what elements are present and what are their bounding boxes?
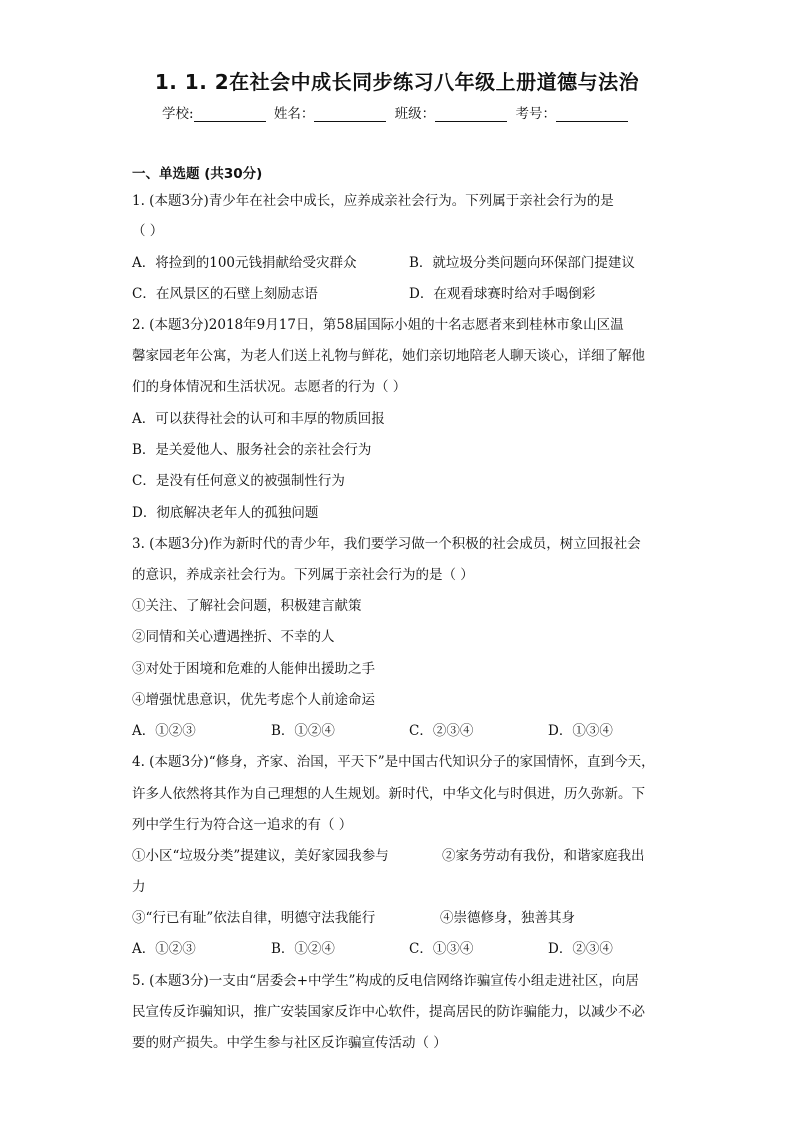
q5-line-3: 要的财产损失。中学生参与社区反诈骗宣传活动（ ）: [132, 1035, 447, 1051]
q2-option-b[interactable]: B．是关爱他人、服务社会的亲社会行为: [132, 442, 372, 458]
q1-option-b[interactable]: B．就垃圾分类问题向环保部门提建议: [409, 255, 635, 271]
q4-option-b[interactable]: B．①②④: [271, 941, 335, 957]
q3-statement-3: ③对处于困境和危难的人能伸出援助之手: [132, 661, 375, 677]
q4-line-1: 4. (本题3分)“修身，齐家、治国，平天下”是中国古代知识分子的家国情怀，直到今天，: [132, 754, 655, 770]
q5-line-1: 5. (本题3分)一支由“居委会+中学生”构成的反电信网络诈骗宣传小组走进社区，向居: [132, 973, 639, 989]
name-field[interactable]: [314, 107, 386, 122]
number-label: 考号：: [515, 106, 556, 122]
page-title: 1. 1. 2在社会中成长同步练习八年级上册道德与法治: [154, 70, 640, 94]
q3-option-c[interactable]: C．②③④: [409, 723, 474, 739]
class-label: 班级：: [394, 106, 436, 122]
q3-option-d[interactable]: D．①③④: [548, 723, 613, 739]
q4-option-d[interactable]: D．②③④: [548, 941, 613, 957]
q3-line-1: 3. (本题3分)作为新时代的青少年，我们要学习做一个积极的社会成员，树立回报社会: [132, 536, 641, 552]
q4-option-a[interactable]: A．①②③: [132, 941, 196, 957]
q3-statement-1: ①关注、了解社会问题，积极建言献策: [132, 598, 362, 614]
student-info-row: [0, 102, 794, 122]
class-field[interactable]: [435, 107, 507, 122]
q4-statement-2: ②家务劳动有我份，和谐家庭我出: [442, 848, 645, 864]
q4-line-2: 许多人依然将其作为自己理想的人生规划。新时代，中华文化与时俱进，历久弥新。下: [132, 786, 645, 802]
school-field[interactable]: [194, 107, 266, 122]
q1-paren: （ ）: [132, 223, 164, 239]
q4-statement-3: ③“行已有耻”依法自律，明德守法我能行: [132, 910, 376, 926]
q1-option-d[interactable]: D．在观看球赛时给对手喝倒彩: [409, 286, 596, 302]
q3-option-b[interactable]: B．①②④: [271, 723, 335, 739]
q4-statement-2-cont: 力: [132, 879, 146, 895]
section-heading: 一、单选题 (共30分): [132, 166, 263, 182]
q2-option-d[interactable]: D．彻底解决老年人的孤独问题: [132, 505, 319, 521]
q3-line-2: 的意识，养成亲社会行为。下列属于亲社会行为的是（ ）: [132, 567, 474, 583]
q5-line-2: 民宣传反诈骗知识，推广安装国家反诈中心软件，提高居民的防诈骗能力，以减少不必: [132, 1004, 645, 1020]
q4-option-c[interactable]: C．①③④: [409, 941, 474, 957]
name-label: 姓名：: [273, 106, 315, 122]
number-field[interactable]: [556, 107, 628, 122]
q4-statement-4: ④崇德修身，独善其身: [440, 910, 575, 926]
q3-option-a[interactable]: A．①②③: [132, 723, 196, 739]
q2-line-3: 们的身体情况和生活状况。志愿者的行为（ ）: [132, 379, 407, 395]
q2-line-1: 2. (本题3分)2018年9月17日，第58届国际小姐的十名志愿者来到桂林市象山区温: [132, 317, 624, 333]
q2-option-a[interactable]: A．可以获得社会的认可和丰厚的物质回报: [132, 411, 385, 427]
q4-statement-1: ①小区“垃圾分类”提建议，美好家园我参与: [132, 848, 389, 864]
q1-stem: 1. (本题3分)青少年在社会中成长，应养成亲社会行为。下列属于亲社会行为的是: [132, 193, 614, 209]
q1-option-c[interactable]: C．在风景区的石壁上刻励志语: [132, 286, 318, 302]
q2-line-2: 馨家园老年公寓，为老人们送上礼物与鲜花，她们亲切地陪老人聊天谈心，详细了解他: [132, 348, 645, 364]
school-label: 学校:: [162, 106, 194, 122]
q4-line-3: 列中学生行为符合这一追求的有（ ）: [132, 817, 353, 833]
q1-option-a[interactable]: A．将捡到的100元钱捐献给受灾群众: [132, 255, 357, 271]
q3-statement-4: ④增强忧患意识，优先考虑个人前途命运: [132, 692, 375, 708]
q2-option-c[interactable]: C．是没有任何意义的被强制性行为: [132, 473, 345, 489]
q3-statement-2: ②同情和关心遭遇挫折、不幸的人: [132, 629, 335, 645]
